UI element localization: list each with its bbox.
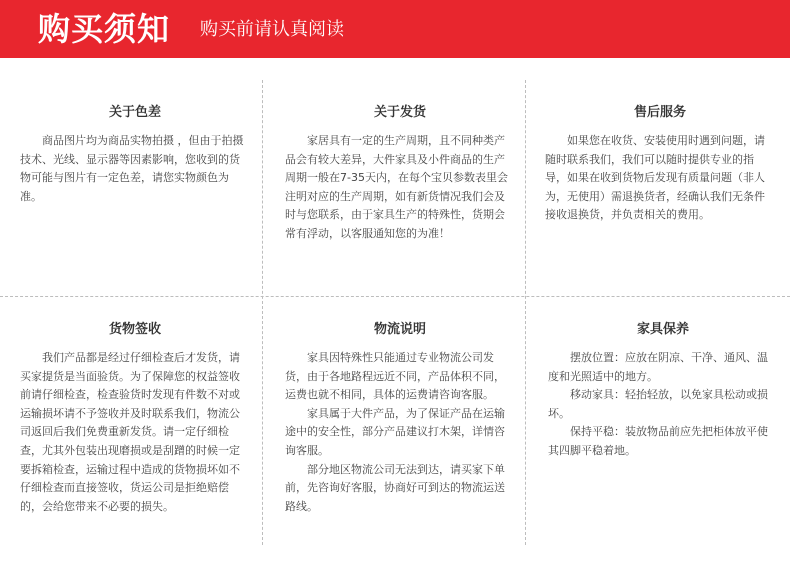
section-receipt [20, 321, 250, 516]
page-title: 购买须知 [38, 10, 171, 48]
section-paragraph: 如果您在收货、安装使用时遇到问题，请随时联系我们，我们可以随时提供专业的指导，如果在收到货物后发现有质量问题（非人为，无使用）需退换货者，经确认我们无条件接收退换货，并负责相关的费用。 [545, 134, 765, 222]
section-title: 家具保养 [636, 322, 689, 337]
section-body [285, 349, 515, 516]
section-body [285, 132, 515, 244]
section-paragraph: 家具属于大件产品，为了保证产品在运输途中的安全性，部分产品建议打木架，详情咨询客服。 [285, 406, 505, 457]
section-paragraph: 保持平稳：装放物品前应先把柜体放平使其四脚平稳着地。 [548, 425, 768, 457]
section-paragraph: 部分地区物流公司无法到达，请买家下单前，先咨询好客服，协商好可到达的物流运送路线。 [285, 462, 505, 513]
section-title: 关于发货 [373, 105, 426, 120]
section-after-sales [545, 104, 775, 225]
row-divider [0, 296, 790, 297]
section-logistics [285, 321, 515, 516]
section-title: 物流说明 [373, 322, 426, 337]
section-title: 关于色差 [108, 105, 161, 120]
section-paragraph: 家具因特殊性只能通过专业物流公司发货，由于各地路程远近不同，产品体积不同，运费也就不相同，具体的运费请咨询客服。 [285, 351, 505, 402]
section-paragraph: 摆放位置：应放在阴凉、干净、通风、温度和光照适中的地方。 [548, 351, 768, 383]
section-paragraph: 商品图片均为商品实物拍摄 ，但由于拍摄技术、光线、显示器等因素影响，您收到的货物可能与图片有一定色差，请您实物颜色为准。 [20, 134, 244, 203]
section-title: 售后服务 [633, 105, 686, 120]
section-body [20, 349, 250, 516]
section-paragraph: 我们产品都是经过仔细检查后才发货，请买家提货是当面验货。为了保障您的权益签收前请仔细检查，检查验货时发现有件数不对或运输损坏请不予签收并及时联系我们，物流公司返回后我们免费重新发货。请一定仔细检查，尤其外包装出现磨损或是刮蹭的时候一定要拆箱检查，运输过程中造成的货物损坏如不仔细检查而直接签收，货运公司是拒绝赔偿的，会给您带来不必要的损失。 [20, 351, 240, 513]
section-body [548, 349, 778, 461]
section-body [545, 132, 775, 225]
section-paragraph: 家居具有一定的生产周期，且不同种类产品会有较大差异，大件家具及小件商品的生产周期一般在7-35天内，在每个宝贝参数表里会注明对应的生产周期，如有新货情况我们会及时与您联系，由于家具生产的特殊性，货期会常有浮动，以客服通知您的为准！ [285, 134, 508, 240]
column-divider [262, 80, 263, 545]
section-color-difference [20, 104, 250, 206]
page-subtitle: 购买前请认真阅读 [200, 19, 344, 40]
section-title: 货物签收 [108, 322, 161, 337]
column-divider [525, 80, 526, 545]
header-banner [0, 0, 790, 58]
section-body [20, 132, 250, 206]
section-paragraph: 移动家具：轻抬轻放，以免家具松动或损坏。 [548, 388, 768, 420]
section-shipping [285, 104, 515, 244]
section-furniture-care [548, 321, 778, 461]
